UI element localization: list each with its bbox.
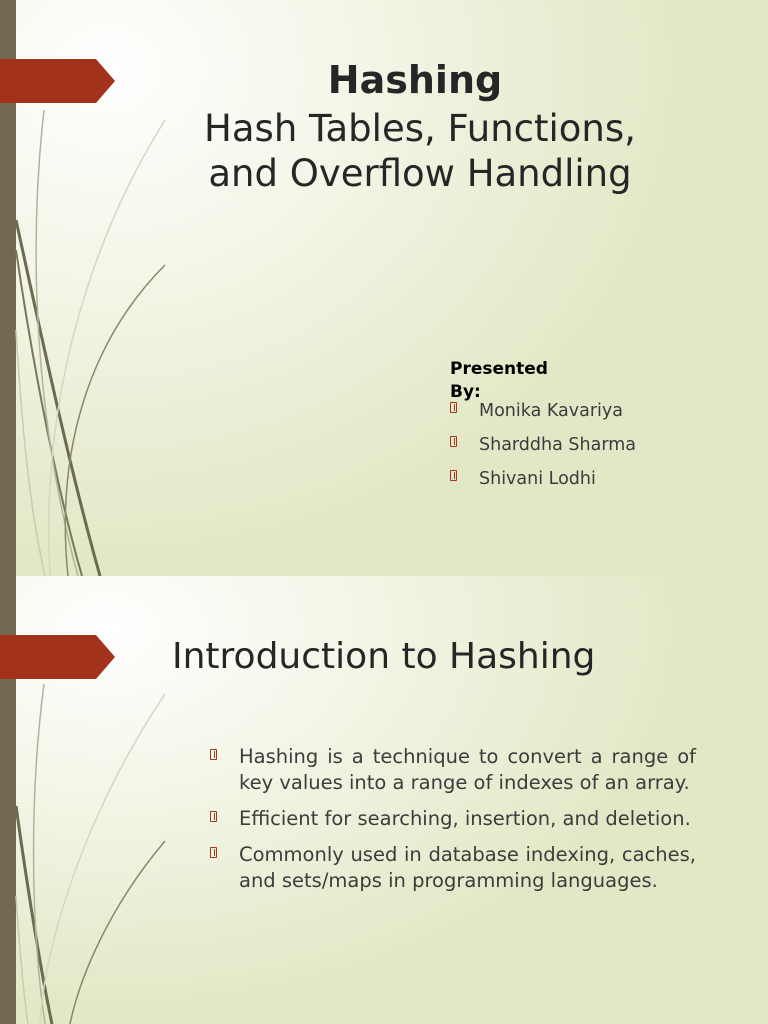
presenter-name: Sharddha Sharma <box>479 435 636 455</box>
bullet-icon <box>210 847 217 858</box>
presenter-name: Monika Kavariya <box>479 401 623 421</box>
presented-by-label: Presented By: <box>450 359 548 402</box>
bullet-list <box>210 744 696 904</box>
arrow-tab-icon <box>0 635 115 679</box>
bullet-icon <box>210 811 217 822</box>
presenter-item <box>450 434 710 468</box>
presenter-item <box>450 400 710 434</box>
bullet-item <box>210 806 696 832</box>
bullet-icon <box>450 470 457 481</box>
bullet-text: Commonly used in database indexing, caches, and sets/maps in programming languages. <box>239 843 696 892</box>
bullet-item <box>210 744 696 796</box>
presenter-list <box>450 400 710 502</box>
slide-title: Introduction to Hashing <box>172 636 596 677</box>
presenter-item <box>450 468 710 502</box>
content-slide <box>0 576 768 1024</box>
bullet-icon <box>450 402 457 413</box>
bullet-icon <box>210 749 217 760</box>
slide-title: Hashing <box>327 58 503 102</box>
subtitle-line: and Overflow Handling <box>208 152 632 195</box>
subtitle-line: Hash Tables, Functions, <box>204 107 636 150</box>
slide-subtitle <box>0 106 768 196</box>
bullet-text: Hashing is a technique to convert a range of key values into a range of indexes of an array. <box>239 745 696 794</box>
bullet-text: Efficient for searching, insertion, and deletion. <box>239 807 691 830</box>
bullet-item <box>210 842 696 894</box>
presenter-name: Shivani Lodhi <box>479 469 596 489</box>
bullet-icon <box>450 436 457 447</box>
